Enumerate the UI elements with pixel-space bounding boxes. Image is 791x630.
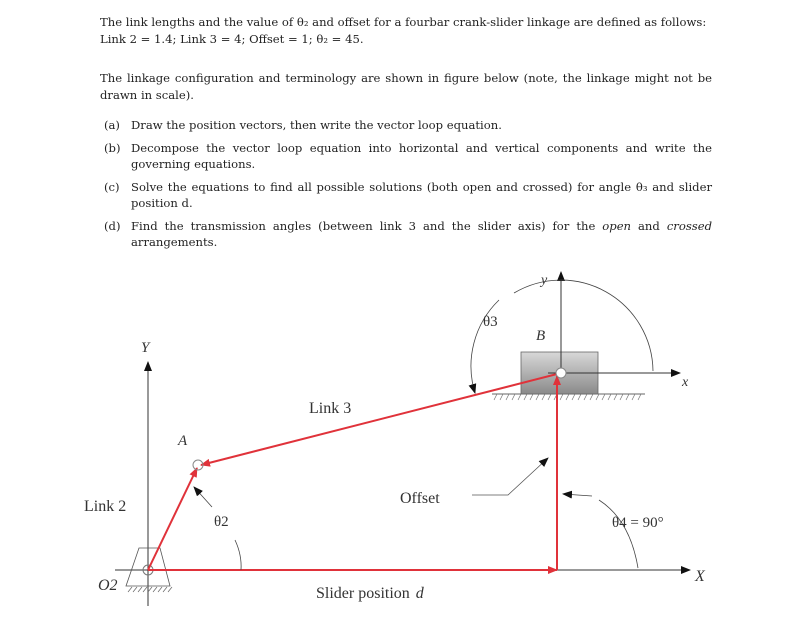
item-label: (d) <box>104 218 121 233</box>
offset-label: Offset <box>400 490 440 507</box>
A-label: A <box>178 433 188 449</box>
local-y-label: y <box>541 273 548 288</box>
config-note: The linkage configuration and terminology are shown in figure below (note, the linkage might not be drawn in scale). <box>100 71 712 102</box>
intro-line-1: The link lengths and the value of θ₂ and offset for a fourbar crank-slider linkage are defined as follows: <box>100 15 707 29</box>
theta4-arrow <box>563 494 592 496</box>
theta2-arc <box>235 540 241 570</box>
theta2-label: θ2 <box>214 514 229 530</box>
joint-B-icon <box>556 368 566 378</box>
offset-leader <box>472 458 548 495</box>
link2-label: Link 2 <box>84 498 127 515</box>
item-label: (a) <box>104 118 120 132</box>
item-label: (c) <box>104 179 120 194</box>
theta2-pointer <box>194 487 212 507</box>
slider-position-label <box>316 585 425 602</box>
d-symbol: d <box>415 585 424 602</box>
theta3-label: θ3 <box>483 314 498 330</box>
theta4-arc <box>599 500 638 568</box>
link3-vector <box>201 373 561 465</box>
item-text: Decompose the vector loop equation into horizontal and vertical components and write the governing equations. <box>131 140 712 171</box>
Y-axis-label: Y <box>141 340 150 356</box>
item-text: Draw the position vectors, then write the vector loop equation. <box>131 118 502 132</box>
link3-label: Link 3 <box>309 400 352 417</box>
O2-label: O2 <box>98 577 118 594</box>
intro-line-2: Link 2 = 1.4; Link 3 = 4; Offset = 1; θ₂ = 45. <box>100 31 364 46</box>
crossed-word: crossed <box>666 218 713 233</box>
local-x-label: x <box>682 375 689 390</box>
item-text-end: arrangements. <box>131 235 218 249</box>
ground-hatch-pivot <box>128 587 172 592</box>
item-text-start: Find the transmission angles (between link 3 and the slider axis) for the <box>131 218 603 233</box>
slider-position-text: Slider position <box>316 585 410 602</box>
link2-vector <box>148 468 197 570</box>
X-axis-label: X <box>695 568 705 585</box>
item-label: (b) <box>104 140 121 155</box>
item-text: Solve the equations to find all possible solutions (both open and crossed) for angle θ₃ and slider position d. <box>131 179 712 210</box>
theta4-label: θ4 = 90° <box>612 515 664 531</box>
B-label: B <box>536 328 546 344</box>
and-word: and <box>631 218 667 233</box>
open-word: open <box>602 218 632 233</box>
ground-hatch-slider <box>494 394 641 400</box>
